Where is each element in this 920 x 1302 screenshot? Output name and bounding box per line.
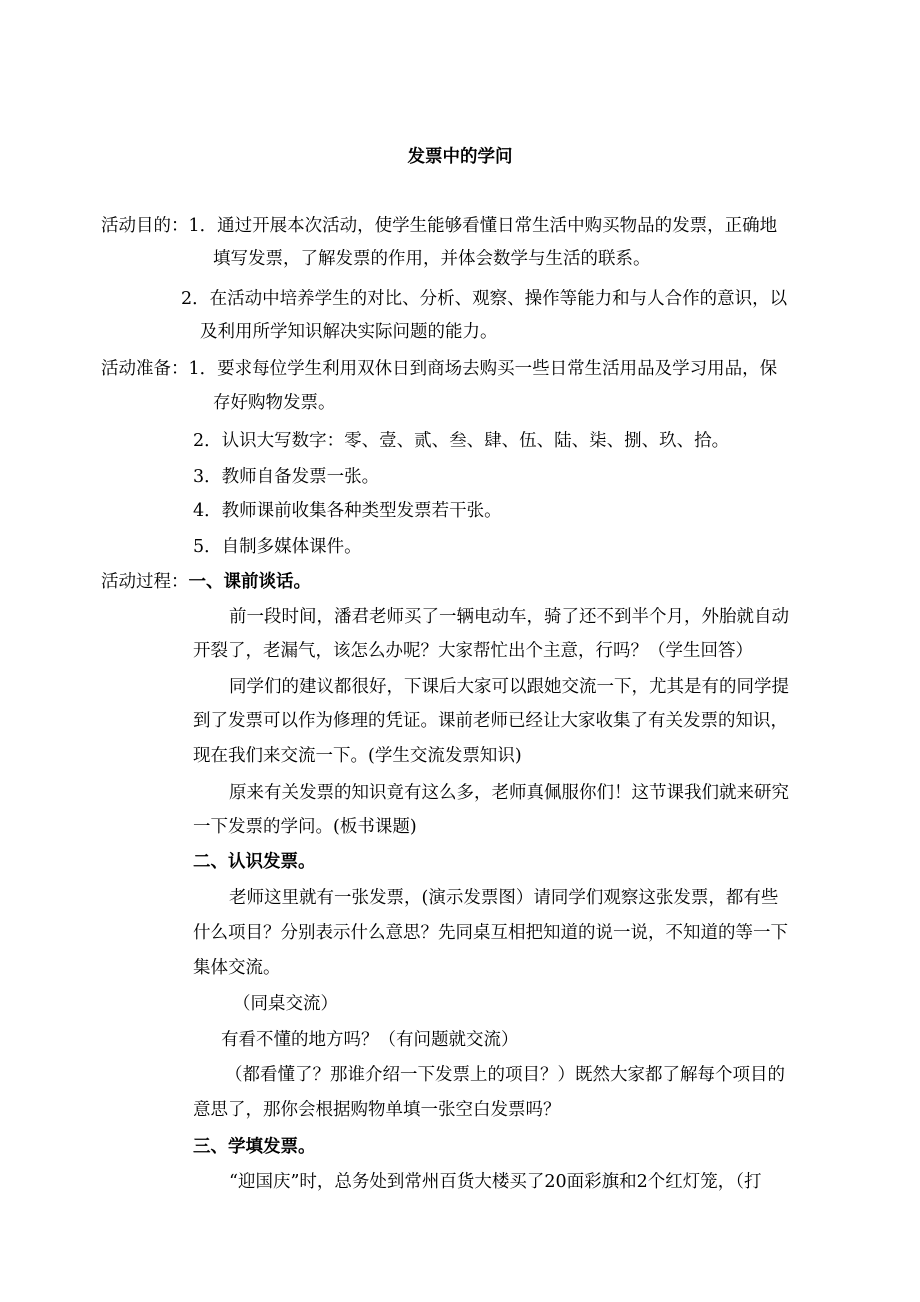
- paragraph-2-line-1: 同学们的建议都很好，下课后大家可以跟她交流一下，尤其是有的同学提: [229, 677, 789, 697]
- purpose-item-1: [101, 214, 777, 238]
- paragraph-2-line-3: 现在我们来交流一下。(学生交流发票知识): [193, 746, 522, 766]
- paragraph-4-line-3: 集体交流。: [193, 958, 281, 978]
- section-heading-3: 三、学填发票。: [193, 1137, 316, 1157]
- paragraph-1-line-2: 开裂了，老漏气，该怎么办呢？大家帮忙出个主意，行吗？（学生回答）: [193, 641, 753, 661]
- prep-item-5: 5．自制多媒体课件。: [193, 537, 362, 557]
- prep-item-4: 4．教师课前收集各种类型发票若干张。: [193, 501, 502, 521]
- prep-item-1-line-2: 存好购物发票。: [213, 393, 336, 413]
- prep-item-2: 2．认识大写数字：零、壹、贰、叁、肆、伍、陆、柒、捌、玖、拾。: [193, 431, 730, 451]
- process-label: 活动过程：: [101, 572, 189, 592]
- paragraph-6: 有看不懂的地方吗？（有问题就交流）: [221, 1030, 519, 1050]
- paragraph-4-line-1: 老师这里就有一张发票，(演示发票图）请同学们观察这张发票，都有些: [229, 888, 779, 908]
- purpose-item-1-line-1: 1．通过开展本次活动，使学生能够看懂日常生活中购买物品的发票，正确地: [188, 216, 778, 236]
- purpose-label: 活动目的：: [101, 216, 189, 236]
- paragraph-7-line-1: （都看懂了？那谁介绍一下发票上的项目？）既然大家都了解每个项目的: [225, 1065, 785, 1085]
- section-heading-2: 二、认识发票。: [193, 852, 316, 872]
- paragraph-5: （同桌交流）: [233, 994, 338, 1014]
- paragraph-2-line-2: 到了发票可以作为修理的凭证。课前老师已经让大家收集了有关发票的知识，: [193, 711, 788, 731]
- prep-label: 活动准备：: [101, 359, 189, 379]
- section-heading-1: 一、课前谈话。: [188, 572, 311, 592]
- paragraph-1-line-1: 前一段时间，潘君老师买了一辆电动车，骑了还不到半个月，外胎就自动: [229, 607, 789, 627]
- prep-item-1-line-1: 1．要求每位学生利用双休日到商场去购买一些日常生活用品及学习用品，保: [188, 359, 778, 379]
- purpose-item-2-line-2: 及利用所学知识解决实际问题的能力。: [200, 322, 498, 342]
- purpose-item-1-line-2: 填写发票，了解发票的作用，并体会数学与生活的联系。: [213, 249, 651, 269]
- prep-item-1: [101, 357, 777, 381]
- paragraph-8-line-1: “迎国庆”时，总务处到常州百货大楼买了20面彩旗和2个红灯笼，（打: [229, 1172, 762, 1192]
- prep-item-3: 3．教师自备发票一张。: [193, 467, 380, 487]
- paragraph-3-line-2: 一下发票的学问。(板书课题): [193, 817, 417, 837]
- process-section-1: [101, 570, 311, 594]
- purpose-item-2-line-1: 2．在活动中培养学生的对比、分析、观察、操作等能力和与人合作的意识，以: [181, 289, 788, 309]
- paragraph-4-line-2: 什么项目？分别表示什么意思？先同桌互相把知道的说一说，不知道的等一下: [193, 923, 788, 943]
- paragraph-3-line-1: 原来有关发票的知识竟有这么多，老师真佩服你们！这节课我们就来研究: [229, 783, 789, 803]
- paragraph-7-line-2: 意思了，那你会根据购物单填一张空白发票吗？: [193, 1100, 561, 1120]
- page-title: 发票中的学问: [407, 147, 513, 167]
